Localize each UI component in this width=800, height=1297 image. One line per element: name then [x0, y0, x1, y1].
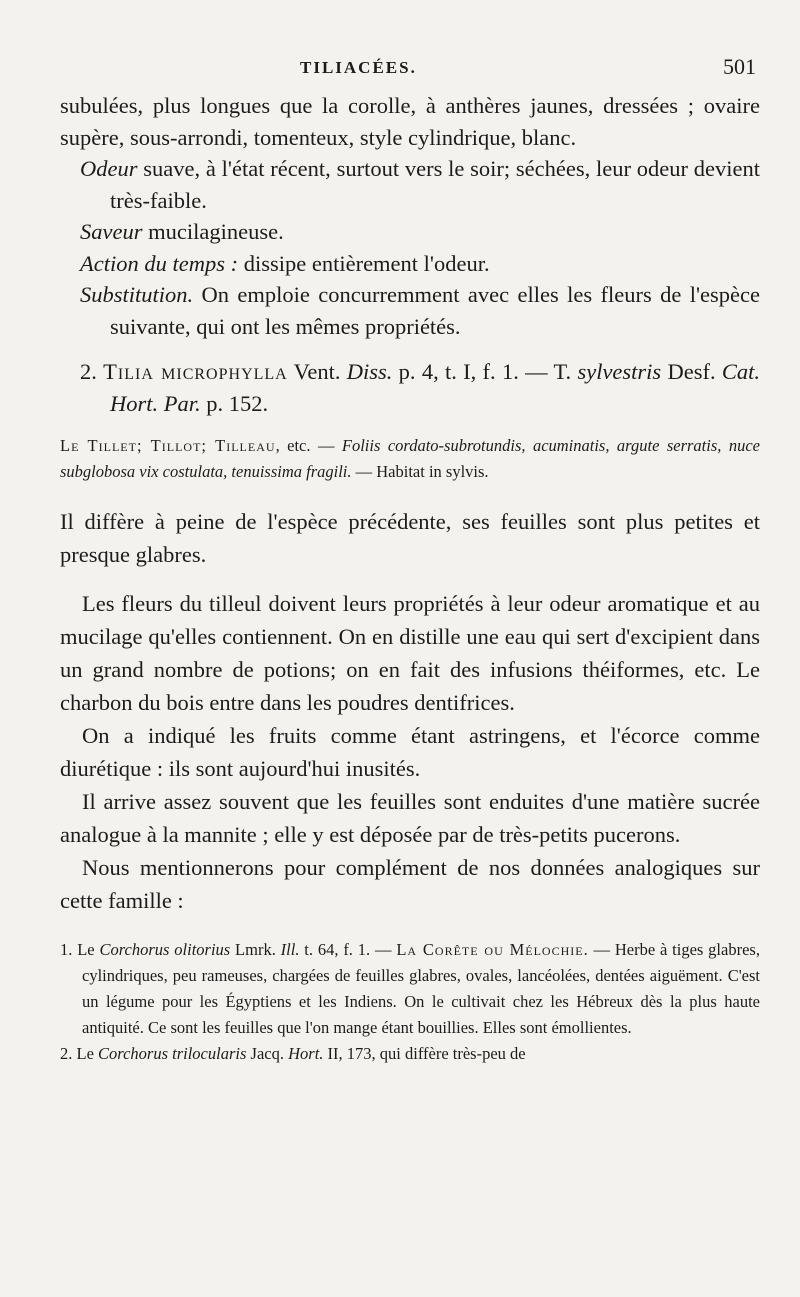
property-text: On emploie concurremment avec elles les fleurs de l'espèce suivante, qui ont les mêmes propriétés.	[110, 282, 760, 339]
note-author: Lmrk.	[230, 940, 281, 959]
latin-description: Foliis cordato-subrotundis, acuminatis, argute serratis, nuce subglobosa vix costulata, tenuissima fragili.	[60, 436, 760, 481]
property-action-du-temps	[60, 248, 760, 280]
property-text: suave, à l'état récent, surtout vers le soir; séchées, leur odeur devient très-faible.	[110, 156, 760, 213]
properties-list	[60, 153, 760, 342]
species-heading	[60, 356, 760, 419]
note-author: Jacq.	[246, 1044, 289, 1063]
diagnosis-connector: , etc. —	[275, 436, 342, 455]
paragraph: Il arrive assez souvent que les feuilles sont enduites d'une matière sucrée analogue à la mannite ; elle y est déposée par de très-petits pucerons.	[60, 789, 760, 847]
species-ref-loc: p. 4, t. I, f. 1. — T.	[392, 359, 578, 384]
property-label: Substitution.	[80, 282, 194, 307]
note-ref: Ill.	[280, 940, 300, 959]
running-title: TILIACÉES.	[300, 58, 417, 77]
property-label: Saveur	[80, 219, 143, 244]
property-odeur	[60, 153, 760, 216]
species-name: Tilia microphylla	[103, 359, 288, 384]
property-label: Odeur	[80, 156, 138, 181]
property-text: mucilagineuse.	[142, 219, 284, 244]
page-header	[0, 54, 800, 88]
note-common-name: La Corête ou Mélochie.	[396, 940, 589, 959]
habitat: — Habitat in sylvis.	[351, 462, 489, 481]
common-names: Le Tillet; Tillot; Tilleau	[60, 436, 276, 455]
species-author: Desf.	[661, 359, 722, 384]
paragraph: Les fleurs du tilleul doivent leurs propriétés à leur odeur aromatique et au mucilage qu'elles contiennent. On en distille une eau qui sert d'excipient dans un grand nombre de potions; on en fait des infusions théiformes, etc. Le charbon du bois entre dans les poudres dentifrices.	[60, 591, 760, 715]
paragraph: Il diffère à peine de l'espèce précédente, ses feuilles sont plus petites et presque glabres.	[60, 509, 760, 567]
note-item	[60, 1041, 760, 1067]
paragraph: Nous mentionnerons pour complément de nos données analogiques sur cette famille :	[60, 855, 760, 913]
description-continued: subulées, plus longues que la corolle, à anthères jaunes, dressées ; ovaire supère, sous-arrondi, tomenteux, style cylindrique, blanc.	[60, 93, 760, 150]
species-diagnosis	[60, 433, 760, 485]
property-saveur	[60, 216, 760, 248]
note-ref-loc: II, 173, qui diffère très-peu de	[323, 1044, 526, 1063]
species-author: Vent.	[287, 359, 347, 384]
page-body	[60, 90, 760, 1067]
species-synonym: sylvestris	[577, 359, 662, 384]
species-number: 2.	[80, 359, 97, 384]
note-prefix: Le	[72, 940, 100, 959]
page-number: 501	[723, 54, 756, 79]
note-number: 2.	[60, 1044, 73, 1063]
note-species: Corchorus olitorius	[99, 940, 231, 959]
species-ref: Cat. Hort. Par.	[110, 359, 761, 416]
note-species: Corchorus trilocularis	[98, 1044, 247, 1063]
note-ref: Hort.	[288, 1044, 324, 1063]
note-ref-loc: t. 64, f. 1. —	[299, 940, 397, 959]
property-label: Action du temps :	[80, 250, 239, 276]
paragraph: On a indiqué les fruits comme étant astringens, et l'écorce comme diurétique : ils sont aujourd'hui inusités.	[60, 723, 760, 781]
note-prefix: Le	[72, 1044, 99, 1063]
notes-list	[60, 937, 760, 1067]
species-ref: Diss.	[346, 359, 393, 384]
property-text: dissipe entièrement l'odeur.	[238, 250, 490, 276]
species-ref-loc: p. 152.	[200, 390, 269, 416]
note-text: — Herbe à tiges glabres, cylindriques, peu rameuses, chargées de feuilles glabres, ovales, lancéolées, dentées aiguëment. C'est un légume pour les Égyptiens et les Indiens. On le cultivait chez les Hébreux dès la plus haute antiquité. Ce sont les feuilles que l'on mange étant bouillies. Elles sont émollientes.	[82, 940, 760, 1037]
note-item	[60, 937, 760, 1041]
property-substitution	[60, 279, 760, 342]
note-number: 1.	[60, 940, 73, 959]
